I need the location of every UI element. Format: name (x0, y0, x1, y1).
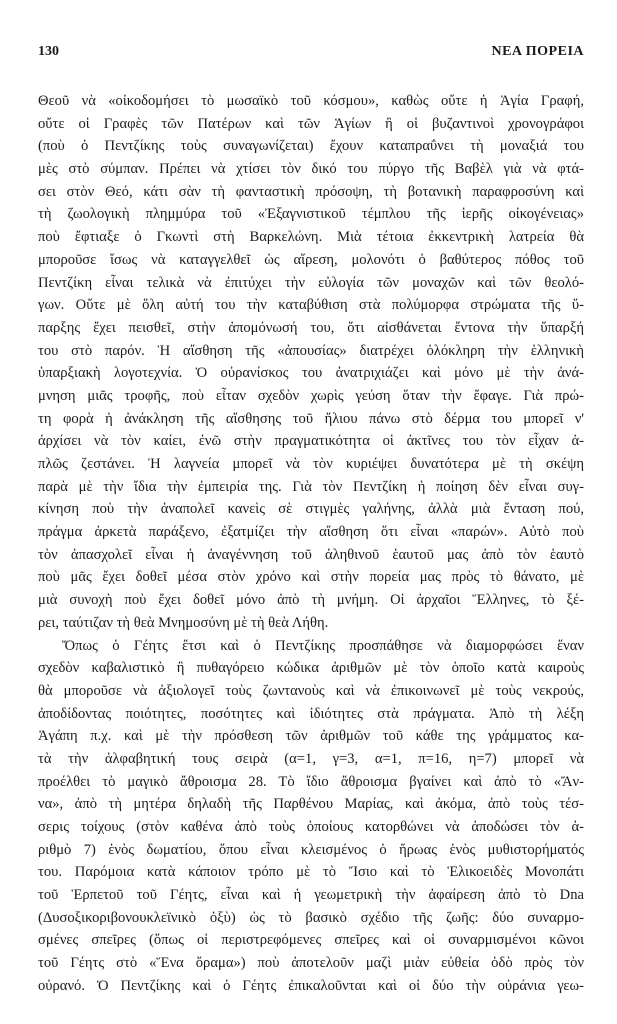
text-line: πλῶς ζεστάνει. Ἡ λαγνεία μπορεῖ νὰ τὸν κυριέψει δυνατότερα μὲ τὴ σκέψη (38, 456, 584, 472)
text-line: μὲς στὸ σύμπαν. Πρέπει νὰ χτίσει τὸν δικό του πύργο τῆς Βαβὲλ γιὰ νὰ φτά- (38, 161, 584, 178)
text-line: Θεοῦ νὰ «οἰκοδομήσει τὸ μωσαϊκὸ τοῦ κόσμου», καθὼς οὔτε ἡ Ἁγία Γραφή, (38, 93, 584, 109)
text-line: οὐρανό. Ὁ Πεντζίκης καὶ ὁ Γέητς ἐπικαλοῦνται καὶ οἱ δύο τὴν οὐράνια γεω- (38, 977, 584, 994)
text-line: Ἀγάπη π.χ. καὶ μὲ τὴν πρόσθεση τῶν ἀριθμῶν τοῦ κάθε της γράμματος κα- (38, 728, 584, 745)
text-line: μιὰ συνοχὴ ποὺ ἔχει δοθεῖ μόνο ἀπὸ τὴ μνήμη. Οἱ ἀρχαῖοι Ἕλληνες, τὸ ξέ- (38, 592, 584, 609)
page-header (38, 44, 584, 64)
text-line: παρξης ἔχει πεισθεῖ, στὴν ἀπομόνωσή του, ὅτι αἰσθάνεται ἔντονα τὴν ὕπαρξή (38, 319, 584, 336)
text-line: κίνηση ποὺ τὴν ἀναπολεῖ κανεὶς σὲ στιγμὲς γαλήνης, ἀλλὰ μιὰ ἔνταση πού, (38, 501, 584, 518)
text-line: γων. Οὔτε μὲ ὅλη αὐτή του τὴν καταβύθιση στὰ πολύμορφα στρώματα τῆς ὕ- (38, 297, 584, 314)
text-line: τοῦ Ἑρπετοῦ τοῦ Γέητς, εἶναι καὶ ἡ γεωμετρικὴ τὴν ἀφαίρεση ἀπὸ τὸ Dna (38, 887, 584, 904)
text-line: Ὅπως ὁ Γέητς ἔτσι καὶ ὁ Πεντζίκης προσπάθησε νὰ διαμορφώσει ἕναν (62, 637, 584, 654)
text-line: τὸν ἀπασχολεῖ εἶναι ἡ ἀναγέννηση τοῦ ἀληθινοῦ ἑαυτοῦ μας ἀπὸ τὸν ἑαυτὸ (38, 546, 584, 563)
text-line: του. Παρόμοια κατὰ κάποιον τρόπο μὲ τὸ Ἴσιο καὶ τὸ Ἑλικοειδὲς Μονοπάτι (38, 864, 584, 881)
text-line: του στὸ παρόν. Ἡ αἴσθηση τῆς «ἀπουσίας» διατρέχει ὁλόκληρη τὴν ἑλληνικὴ (38, 342, 584, 359)
text-line: (Δυσοξικοριβονουκλεϊνικὸ ὀξὺ) ὡς τὸ βασικὸ σχέδιο τῆς ζωῆς: δύο συναρμο- (38, 909, 584, 926)
text-line: ἀρχίσει νὰ τὸν καίει, ἐνῶ στὴν πραγματικότητα οἱ ἀκτῖνες του τὸν εἶχαν ἁ- (38, 433, 584, 450)
page-number: 130 (38, 44, 59, 59)
text-line: ἀποδίδοντας ποιότητες, ποσότητες καὶ ἰδιότητες στὰ πράγματα. Ἀπὸ τὴ λέξη (38, 705, 584, 722)
text-line: ρει, ταύτιζαν τὴ θεὰ Μνημοσύνη μὲ τὴ θεὰ Λήθη. (38, 614, 329, 631)
running-title: ΝΕΑ ΠΟΡΕΙΑ (491, 44, 584, 59)
text-line: να», ἀπὸ τὴ μητέρα δηλαδὴ τῆς Παρθένου Μαρίας, καὶ ἀκόμα, ἀπὸ τοὺς τέσ- (38, 796, 584, 813)
text-line: ποὺ ἔφτιαξε ὁ Γκωντὶ στὴ Βαρκελώνη. Μιὰ τέτοια ἐκκεντρικὴ λατρεία θὰ (38, 229, 584, 246)
paragraph (38, 90, 584, 635)
text-line: τη φορὰ ἡ ἀνάκληση τῆς αἴσθησης τοῦ ἥλιου πάνω στὸ δέρμα του μπορεῖ ν' (38, 410, 584, 427)
text-line: ποὺ μᾶς ἔχει δοθεῖ μέσα στὸν χρόνο καὶ στὴν πορεία μας πρὸς τὸ θάνατο, μὲ (38, 569, 584, 586)
text-line: (ποὺ ὁ Πεντζίκης τοὺς συναγωνίζεται) ἔχουν καταπραΰνει τὴ μοναξιά του (38, 138, 584, 155)
text-line: μνηση μιᾶς τροφῆς, ποὺ εἶταν σχεδὸν χωρὶς γεύση ὅταν τὴν ἔφαγε. Γιὰ πρώ- (38, 387, 584, 404)
text-line: σει στὸν Θεό, κάτι σὰν τὴ φανταστικὴ πρόσοψη, τὴ βοτανικὴ παραφροσύνη καὶ (38, 183, 584, 200)
text-line: ριθμὸ 7) ἑνὸς δωματίου, ὅπου εἶναι κλεισμένος ὁ ἥρωας ἑνὸς μυθιστορήματός (38, 841, 584, 858)
text-line: οὔτε οἱ Γραφὲς τῶν Πατέρων καὶ τῶν Ἁγίων ἢ οἱ βυζαντινοὶ χρονογράφοι (38, 115, 584, 132)
body-text (38, 90, 584, 998)
text-line: θὰ μποροῦσε νὰ ἀξιολογεῖ τοὺς ζωντανοὺς καὶ νὰ ἐπικοινωνεῖ μὲ τοὺς νεκρούς, (38, 682, 584, 699)
text-line: μποροῦσε ἴσως νὰ καταγγελθεῖ ὡς αἵρεση, μολονότι ὁ βαθύτερος πόθος τοῦ (38, 251, 584, 268)
paragraph (38, 635, 584, 998)
text-line: παρὰ μὲ τὴν ἴδια τὴν ἐμπειρία της. Γιὰ τὸν Πεντζίκη ἡ ποίηση δὲν εἶναι συγ- (38, 478, 584, 495)
text-line: σμένες σπεῖρες (ὅπως οἱ περιστρεφόμενες σπεῖρες καὶ οἱ συναρμισμένοι κῶνοι (38, 932, 584, 949)
text-line: πράγμα ἀρκετὰ παράξενο, ἐξατμίζει τὴν αἴσθηση ὅτι εἶναι «παρών». Αὐτὸ ποὺ (38, 524, 584, 541)
text-line: τοῦ Γέητς στὸ «Ἕνα ὅραμα») ποὺ ἀποτελοῦν μαζὶ μιὰν εὐθεία ὁδὸ πρὸς τὸν (38, 955, 584, 972)
text-line: σερις τοίχους (στὸν καθένα ἀπὸ τοὺς ὁποίους κατορθώνει νὰ ἀποδώσει τὸν ἀ- (38, 819, 584, 835)
text-line: Πεντζίκη εἶναι τελικὰ νὰ ἐπιτύχει τὴν εὐλογία τῶν μοναχῶν καὶ τῶν θεολό- (38, 274, 584, 291)
text-line: προέλθει τὸ μαγικὸ ἄθροισμα 28. Τὸ ἴδιο ἄθροισμα βγαίνει καὶ ἀπὸ τὸ «Ἄν- (38, 773, 584, 790)
text-line: τὰ τὴν ἀλφαβητική τους σειρὰ (α=1, γ=3, α=1, π=16, η=7) μπορεῖ νὰ (38, 750, 584, 767)
text-line: τὴ ζωολογικὴ πλημμύρα τοῦ «Ἐξαγνιστικοῦ τέμπλου τῆς ἱερῆς οἰκογένειας» (38, 206, 584, 223)
text-line: ὑπαρξιακὴ λογοτεχνία. Ὁ οὐρανίσκος του ἀνατριχιάζει καὶ μόνο μὲ τὴν ἀνά- (38, 365, 584, 382)
text-line: σχεδὸν καβαλιστικὸ ἢ πυθαγόρειο κώδικα ἀριθμῶν μὲ τὸν ὁποῖο κατὰ καιροὺς (38, 660, 584, 677)
